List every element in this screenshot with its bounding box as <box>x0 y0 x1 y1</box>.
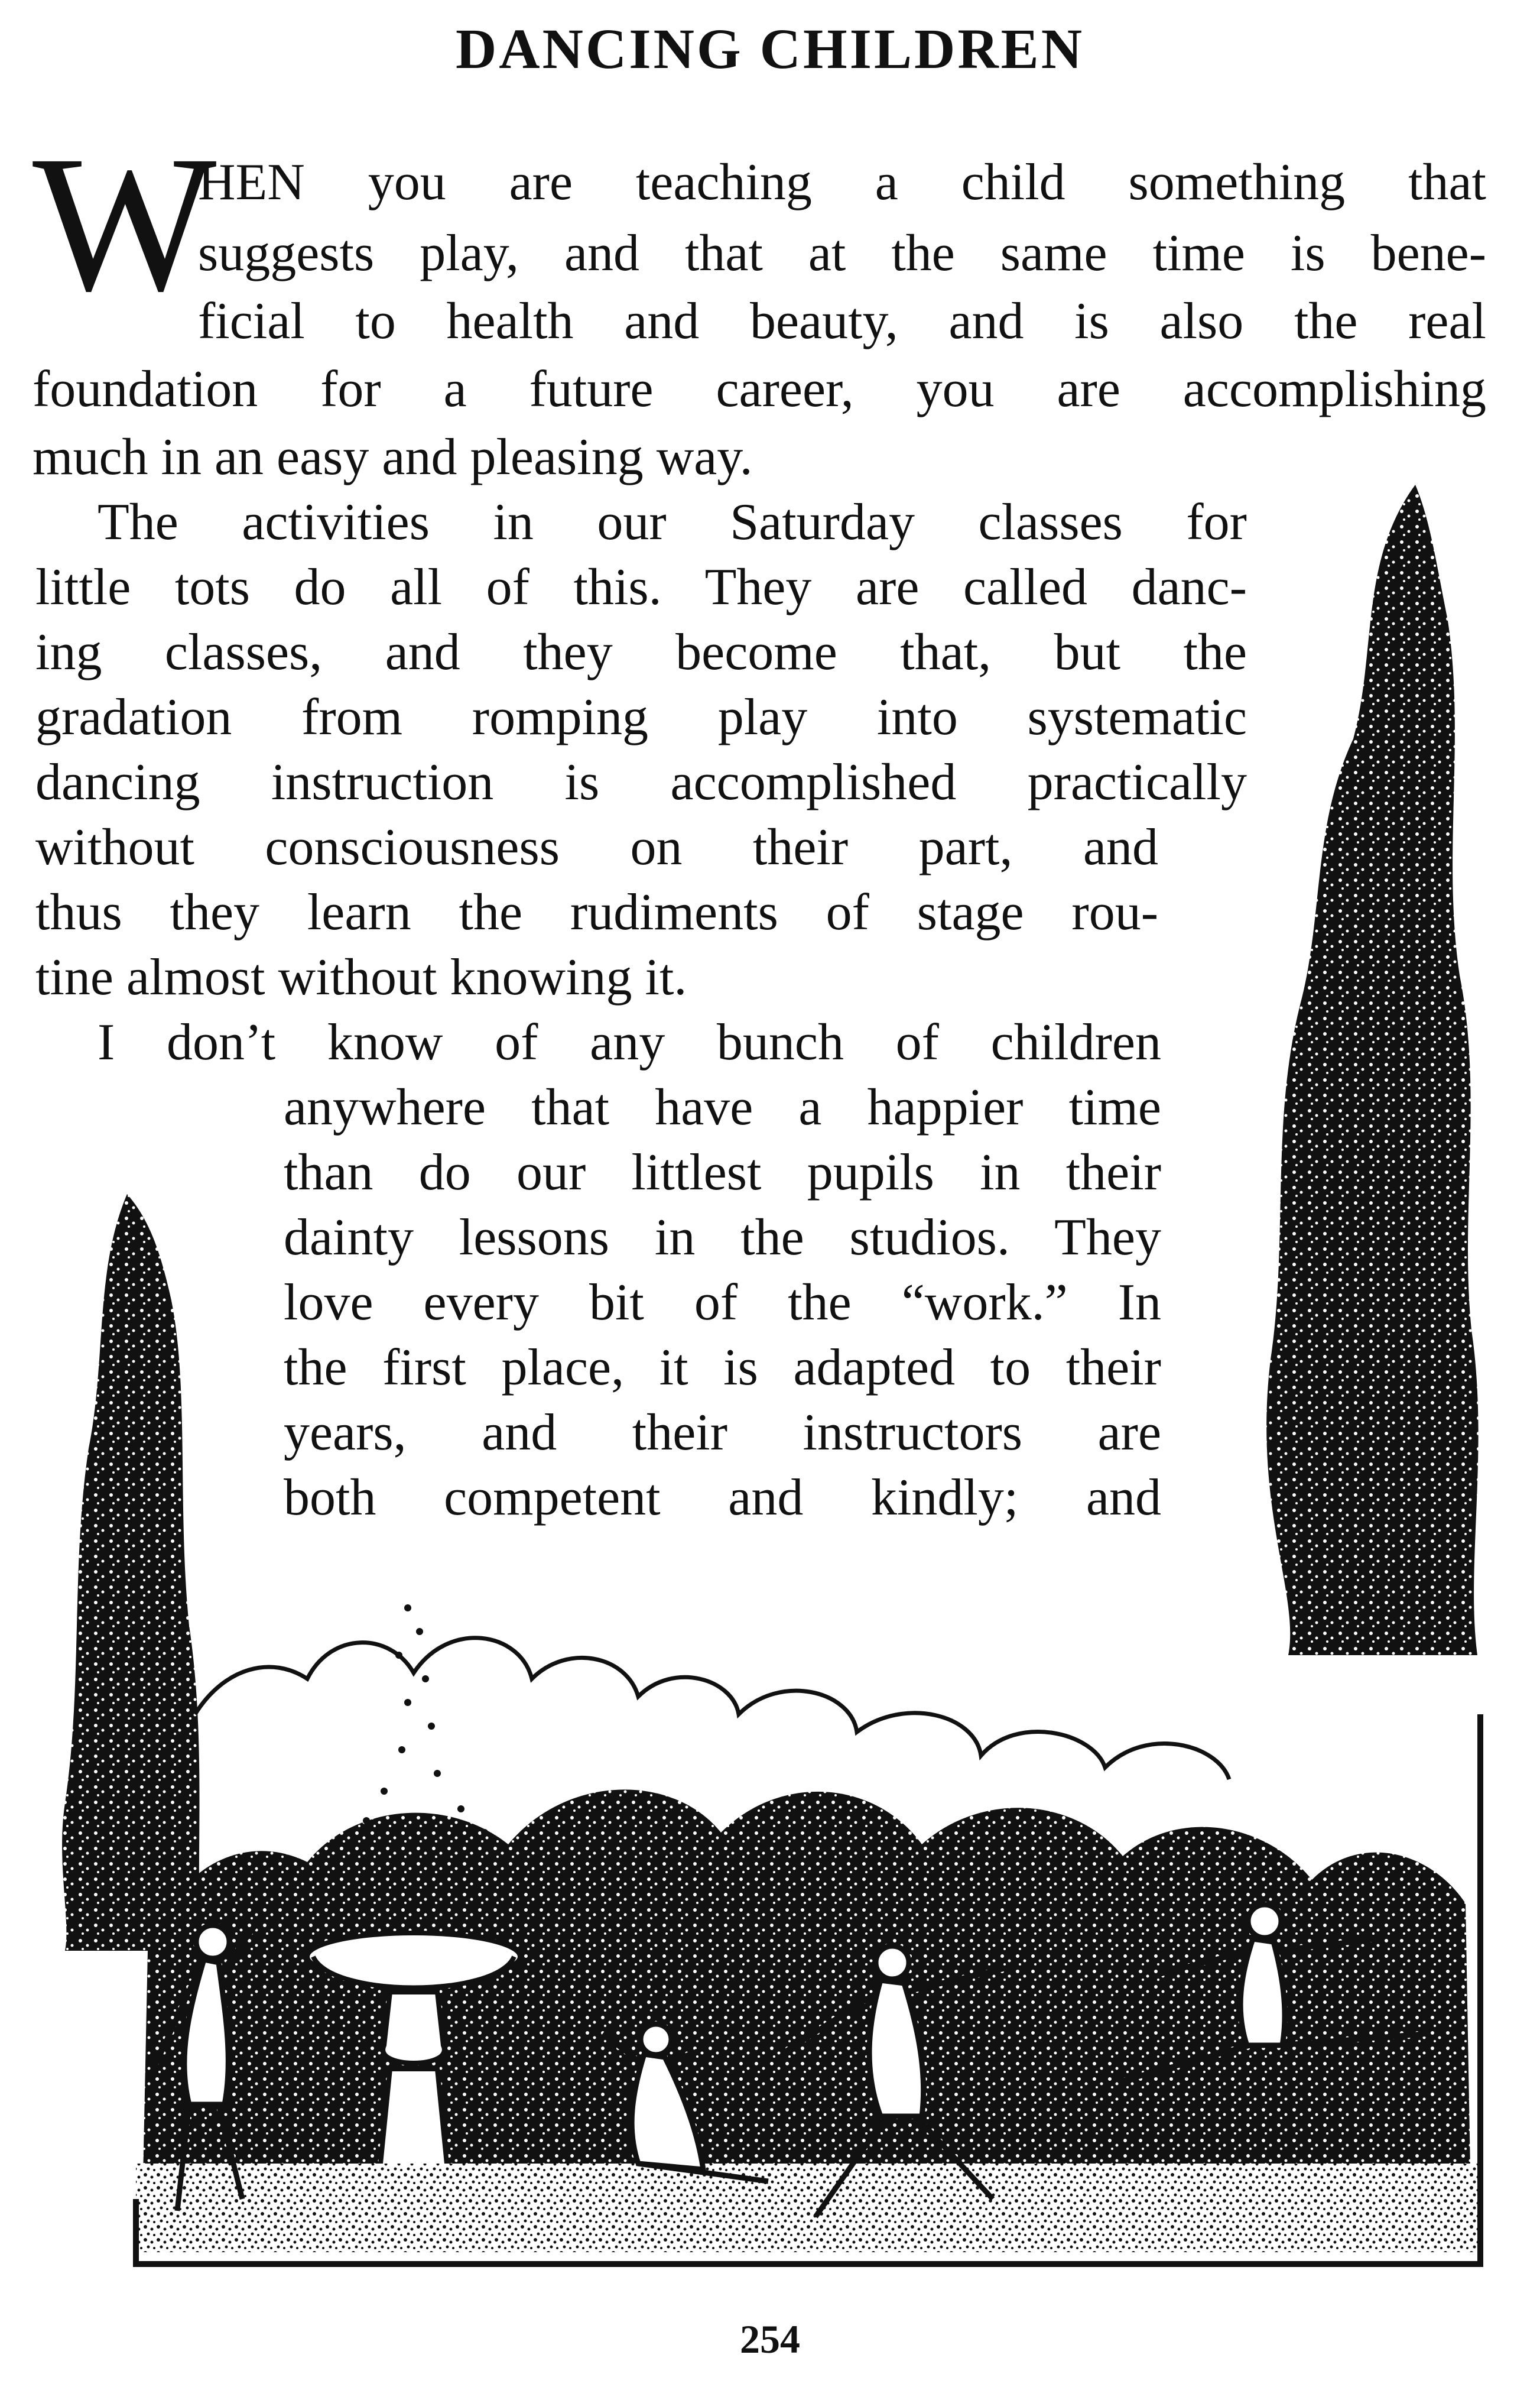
page-number: 254 <box>740 2317 800 2362</box>
text-line: suggests play, and that at the same time is bene- <box>198 225 1486 282</box>
text-line: dainty lessons in the studios. They <box>284 1209 1161 1266</box>
text-line: ing classes, and they become that, but the <box>35 624 1247 681</box>
right-cypress-tree <box>1266 485 1478 1655</box>
text-line: anywhere that have a happier time <box>284 1079 1161 1136</box>
text-line: much in an easy and pleasing way. <box>33 429 753 486</box>
text-line: without consciousness on their part, and <box>35 819 1158 876</box>
text-line: foundation for a future career, you are accomplishing <box>33 361 1486 418</box>
left-cypress-tree <box>62 1194 201 1951</box>
text-line: tine almost without knowing it. <box>35 949 687 1006</box>
text-line: thus they learn the rudiments of stage rou- <box>35 884 1158 941</box>
drop-cap: W <box>33 116 217 332</box>
text-line: The activities in our Saturday classes for <box>98 494 1247 551</box>
text-line: HEN you are teaching a child something that <box>198 154 1486 211</box>
text-line: gradation from romping play into systematic <box>35 689 1247 746</box>
ground-stipple <box>136 2164 1477 2252</box>
text-line: I don’t know of any bunch of children <box>98 1014 1161 1071</box>
text-line: the first place, it is adapted to their <box>284 1339 1161 1396</box>
text-line: than do our littlest pupils in their <box>284 1144 1161 1201</box>
page-title: DANCING CHILDREN <box>455 17 1085 80</box>
text-line: little tots do all of this. They are called danc- <box>35 559 1247 616</box>
text-line: ficial to health and beauty, and is also the real <box>198 293 1486 350</box>
text-line: dancing instruction is accomplished practically <box>35 754 1247 811</box>
background-trees <box>195 1638 1229 1779</box>
text-line: both competent and kindly; and <box>284 1469 1161 1526</box>
text-line: years, and their instructors are <box>284 1404 1161 1461</box>
text-line: love every bit of the “work.” In <box>284 1274 1161 1331</box>
